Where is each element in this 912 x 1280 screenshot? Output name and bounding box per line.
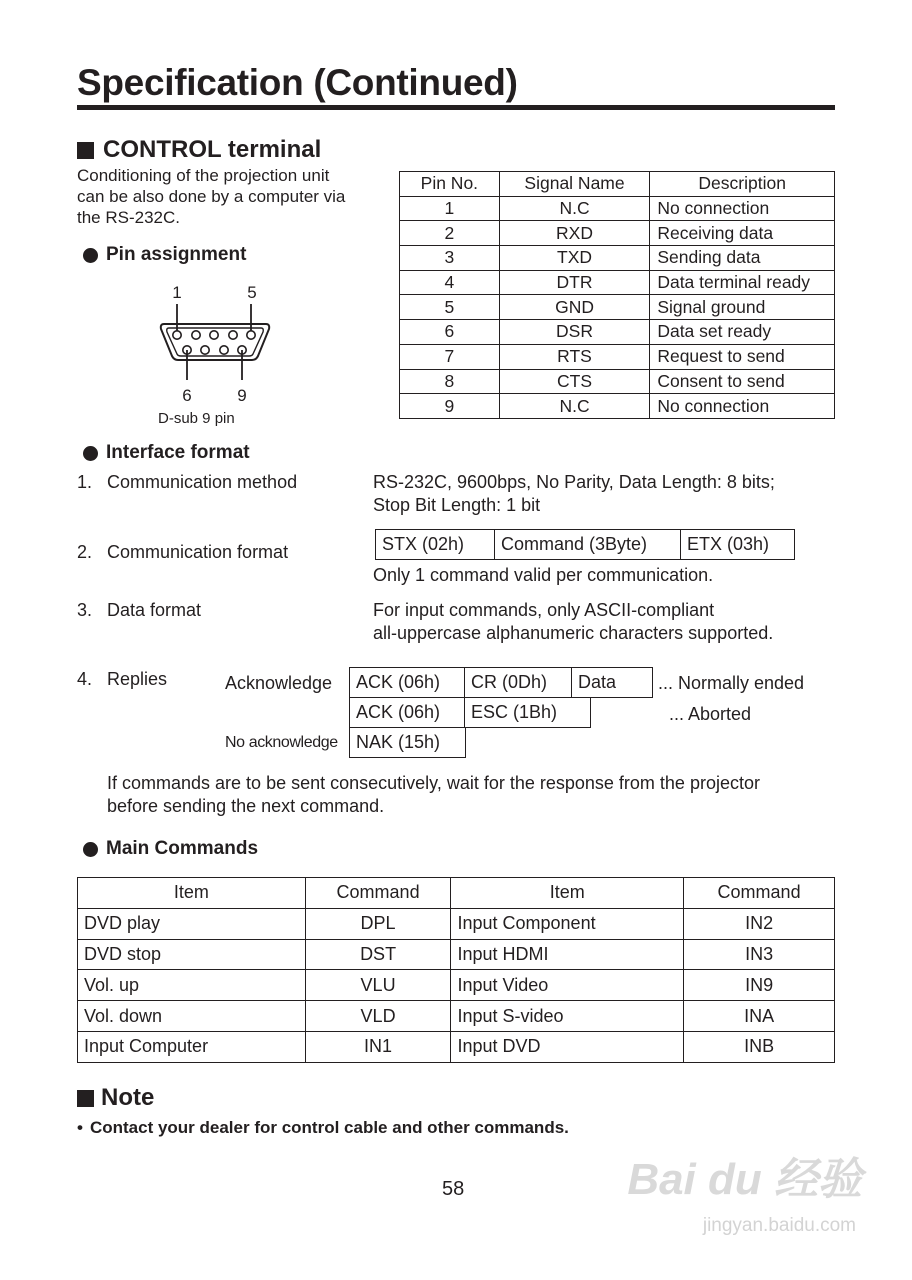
pin-number: 4 xyxy=(400,270,500,295)
signal-description: No connection xyxy=(650,394,835,419)
ack-06h-box: ACK (06h) xyxy=(349,667,466,698)
item2-number: 2. xyxy=(77,542,93,562)
command-box: Command (3Byte) xyxy=(494,529,682,560)
control-terminal-heading xyxy=(77,136,321,164)
ack-06h-box-aborted: ACK (06h) xyxy=(349,697,466,728)
etx-box: ETX (03h) xyxy=(680,529,795,560)
normally-ended-note: ... Normally ended xyxy=(658,673,805,693)
command-item: Vol. down xyxy=(78,1001,306,1032)
signal-name: DTR xyxy=(499,270,650,295)
data-box: Data xyxy=(571,667,653,698)
pin-number: 6 xyxy=(400,320,500,345)
commands-header-cell: Item xyxy=(78,878,306,909)
pin-label-1: 1 xyxy=(172,283,182,302)
pin-number: 2 xyxy=(400,221,500,246)
table-row xyxy=(400,246,835,271)
note-item xyxy=(77,1118,569,1138)
item2-note: Only 1 command valid per communication. xyxy=(373,565,714,585)
table-row xyxy=(400,270,835,295)
command-code: IN3 xyxy=(684,939,835,970)
commands-header-cell: Item xyxy=(451,878,684,909)
main-commands-heading-text: Main Commands xyxy=(106,838,259,859)
pin-assignment-heading-text: Pin assignment xyxy=(106,244,247,265)
command-item: Input S-video xyxy=(451,1001,684,1032)
command-item: Input Computer xyxy=(78,1031,306,1062)
table-row xyxy=(400,196,835,221)
signal-description: No connection xyxy=(650,196,835,221)
title-rule xyxy=(77,105,835,110)
item1-number: 1. xyxy=(77,472,93,492)
table-row xyxy=(400,394,835,419)
consecutive-note-line: before sending the next command. xyxy=(107,796,385,816)
pin-label-6: 6 xyxy=(182,386,192,405)
table-row xyxy=(78,908,835,939)
command-code: IN2 xyxy=(684,908,835,939)
note-text: Contact your dealer for control cable and other commands. xyxy=(89,1118,569,1137)
pin-number: 7 xyxy=(400,344,500,369)
command-item: DVD stop xyxy=(78,939,306,970)
circle-bullet-icon xyxy=(83,842,98,857)
command-code: VLU xyxy=(305,970,451,1001)
item4-label: Replies xyxy=(107,669,168,689)
page-title: Specification (Continued) xyxy=(77,62,518,103)
consecutive-commands-note xyxy=(107,772,760,818)
command-code: DST xyxy=(305,939,451,970)
item3-value xyxy=(373,599,773,645)
command-item: DVD play xyxy=(78,908,306,939)
interface-format-heading xyxy=(83,442,250,464)
command-code: IN9 xyxy=(684,970,835,1001)
commands-header-cell: Command xyxy=(684,878,835,909)
table-row xyxy=(400,295,835,320)
stx-box: STX (02h) xyxy=(375,529,496,560)
circle-bullet-icon xyxy=(83,446,98,461)
signal-name: GND xyxy=(499,295,650,320)
command-item: Vol. up xyxy=(78,970,306,1001)
table-row xyxy=(400,369,835,394)
item1-value-line: Stop Bit Length: 1 bit xyxy=(373,495,541,515)
esc-1bh-box: ESC (1Bh) xyxy=(464,697,591,728)
item4-number: 4. xyxy=(77,669,93,689)
page-number: 58 xyxy=(442,1178,465,1200)
pin-number: 8 xyxy=(400,369,500,394)
dsub-connector-diagram xyxy=(155,278,285,428)
item3-value-line: all-uppercase alphanumeric characters supported. xyxy=(373,623,774,643)
table-row xyxy=(78,939,835,970)
control-intro xyxy=(77,165,345,228)
commands-header-cell: Command xyxy=(305,878,451,909)
pin-number: 9 xyxy=(400,394,500,419)
pin-number: 1 xyxy=(400,196,500,221)
item2-label: Communication format xyxy=(107,542,289,562)
signal-description: Data set ready xyxy=(650,320,835,345)
main-commands-table xyxy=(77,877,835,1063)
signal-name: N.C xyxy=(499,196,650,221)
command-item: Input Component xyxy=(451,908,684,939)
control-intro-line: the RS-232C. xyxy=(77,208,180,227)
control-intro-line: Conditioning of the projection unit xyxy=(77,166,330,185)
pin-table-header-cell: Description xyxy=(650,172,835,197)
main-commands-heading xyxy=(83,838,258,860)
signal-description: Data terminal ready xyxy=(650,270,835,295)
pin-table-header-cell: Signal Name xyxy=(499,172,650,197)
note-heading xyxy=(77,1084,154,1112)
command-code: INA xyxy=(684,1001,835,1032)
control-intro-line: can be also done by a computer via xyxy=(77,187,346,206)
baidu-watermark-url: jingyan.baidu.com xyxy=(702,1215,856,1236)
note-heading-text: Note xyxy=(101,1084,155,1111)
pin-label-5: 5 xyxy=(247,283,257,302)
signal-name: TXD xyxy=(499,246,650,271)
interface-format-heading-text: Interface format xyxy=(106,442,250,463)
consecutive-note-line: If commands are to be sent consecutively, wait for the response from the projector xyxy=(107,773,760,793)
table-row xyxy=(400,320,835,345)
pin-table-header-cell: Pin No. xyxy=(400,172,500,197)
signal-description: Signal ground xyxy=(650,295,835,320)
signal-description: Receiving data xyxy=(650,221,835,246)
pin-label-9: 9 xyxy=(237,386,247,405)
commands-table-header xyxy=(78,878,835,909)
signal-name: DSR xyxy=(499,320,650,345)
square-bullet-icon xyxy=(77,1090,94,1107)
signal-name: RTS xyxy=(499,344,650,369)
circle-bullet-icon xyxy=(83,248,98,263)
control-terminal-heading-text: CONTROL terminal xyxy=(103,136,322,163)
item1-value-line: RS-232C, 9600bps, No Parity, Data Length: 8 bits; xyxy=(373,472,775,492)
table-row xyxy=(400,344,835,369)
no-acknowledge-label: No acknowledge xyxy=(225,734,338,751)
command-code: VLD xyxy=(305,1001,451,1032)
command-item: Input DVD xyxy=(451,1031,684,1062)
dsub-9-connector-icon xyxy=(155,278,285,428)
signal-description: Request to send xyxy=(650,344,835,369)
table-row xyxy=(78,1001,835,1032)
item1-value xyxy=(373,471,775,517)
command-code: DPL xyxy=(305,908,451,939)
signal-name: RXD xyxy=(499,221,650,246)
dsub-caption: D-sub 9 pin xyxy=(158,410,235,427)
item3-label: Data format xyxy=(107,600,202,620)
baidu-watermark-logo: Bai du 经验 xyxy=(627,1155,862,1204)
pin-number: 3 xyxy=(400,246,500,271)
pin-assignment-heading xyxy=(83,244,246,266)
pin-table xyxy=(399,171,835,419)
command-code: INB xyxy=(684,1031,835,1062)
note-bullet: • xyxy=(77,1118,83,1137)
pin-table-header xyxy=(400,172,835,197)
acknowledge-label: Acknowledge xyxy=(225,673,333,693)
command-item: Input HDMI xyxy=(451,939,684,970)
command-item: Input Video xyxy=(451,970,684,1001)
signal-name: CTS xyxy=(499,369,650,394)
pin-number: 5 xyxy=(400,295,500,320)
table-row xyxy=(78,1031,835,1062)
square-bullet-icon xyxy=(77,142,94,159)
command-code: IN1 xyxy=(305,1031,451,1062)
item3-number: 3. xyxy=(77,600,93,620)
aborted-note: ... Aborted xyxy=(669,704,752,724)
item3-value-line: For input commands, only ASCII-compliant xyxy=(373,600,715,620)
signal-description: Consent to send xyxy=(650,369,835,394)
table-row xyxy=(400,221,835,246)
cr-0dh-box: CR (0Dh) xyxy=(464,667,573,698)
signal-name: N.C xyxy=(499,394,650,419)
nak-15h-box: NAK (15h) xyxy=(349,727,466,758)
signal-description: Sending data xyxy=(650,246,835,271)
table-row xyxy=(78,970,835,1001)
item1-label: Communication method xyxy=(107,472,298,492)
